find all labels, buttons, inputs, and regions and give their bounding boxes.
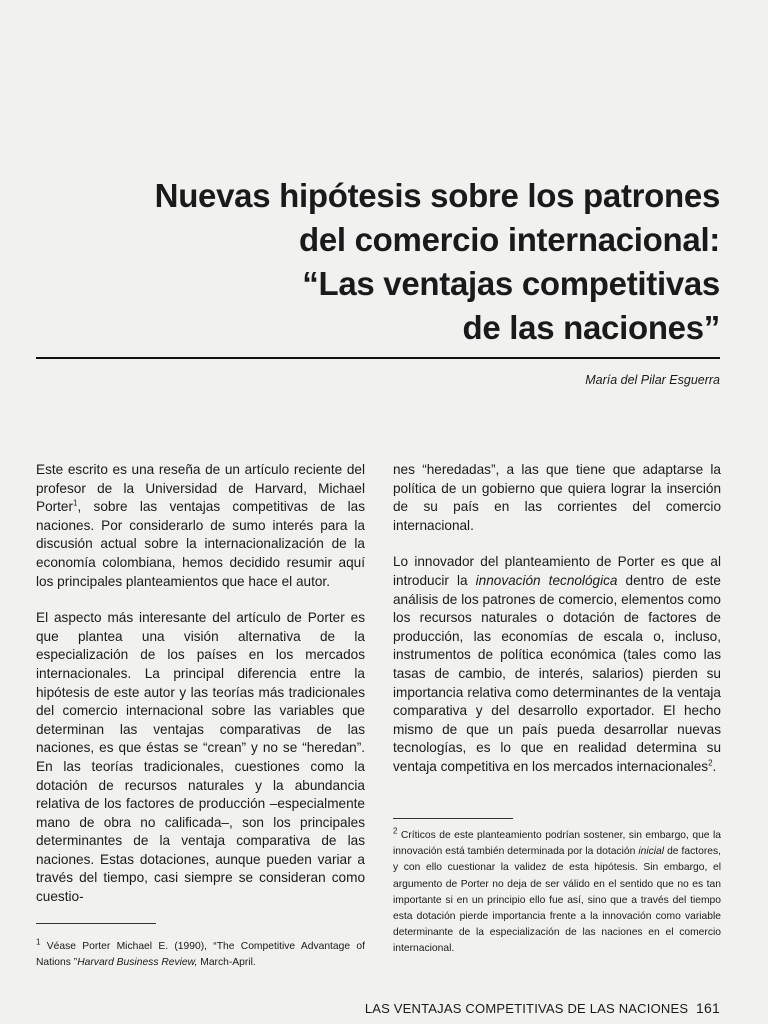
footnote-marker: 1 bbox=[36, 937, 41, 947]
title-line-2: del comercio internacional: bbox=[298, 221, 720, 258]
paragraph: nes “heredadas”, a las que tiene que adaptarse la política de un gobierno que quiera lograr la inserción de su país en las corrientes del comercio internacional. bbox=[393, 462, 721, 533]
footnote-ref-1[interactable]: 1 bbox=[73, 498, 78, 508]
author-name: María del Pilar Esguerra bbox=[585, 373, 720, 387]
title-line-1: Nuevas hipótesis sobre los patrones bbox=[154, 177, 720, 214]
paragraph: El aspecto más interesante del artículo de Porter es que plantea una visión alternativa de la especialización de los países en los mercados internacionales. La principal diferencia entre la hipótesis de este autor y las teorías más tradicionales del comercio internacional sobre las variables que determinan las ventajas comparativas de las naciones, es que éstas se “crean” y no se “heredan”. En las teorías tradicionales, cuestiones como la dotación de recursos naturales y la abundancia relativa de los factores de producción –especialmente mano de obra no calificada–, son los principales determinantes de la ventaja comparativa de las naciones. Estas dotaciones, aunque pueden variar a través del tiempo, casi siempre se consideran como cuestio- bbox=[36, 610, 365, 905]
running-title: LAS VENTAJAS COMPETITIVAS DE LAS NACIONES bbox=[364, 1001, 689, 1016]
footnote-ref-2[interactable]: 2 bbox=[708, 758, 713, 768]
article-title bbox=[120, 174, 720, 350]
page-number: 161 bbox=[696, 1000, 720, 1016]
title-line-3: “Las ventajas competitivas bbox=[302, 265, 720, 302]
footnote-1: $^1$ Véase Porter Michael E. (1990), “The Competitive Advantage of Nations ”Harvard Business Review, March-April. bbox=[36, 937, 365, 969]
paragraph: Lo innovador del planteamiento de Porter es que al introducir la innovación tecnológica dentro de este análisis de los patrones de comercio, elementos como los recursos naturales o dotación de factores de producción, las economías de escala o, incluso, instrumentos de política económica (tales como las tasas de cambio, de interés, salarios) pierden su importancia relativa como determinantes de la ventaja comparativa y del desarrollo exportador. El hecho mismo de que un país pueda desarrollar nuevas tecnologías, es lo que en realidad determina su ventaja competitiva en los mercados internacionales$^2$. bbox=[393, 554, 721, 774]
footnote-divider bbox=[36, 923, 156, 924]
footnote-2: $^2$ Críticos de este planteamiento podrían sostener, sin embargo, que la innovación está también determinada por la dotación inicial de factores, y con ello cuestionar la validez de esta hipótesis. Sin embargo, el argumento de Porter no deja de ser válido en el sentido que no es tan importante si en un principio ello fue así, sino que a través del tiempo esta dotación pierde importancia frente a la innovación como variable determinante de la especialización de las naciones en el comercio internacional. bbox=[393, 826, 721, 955]
title-divider bbox=[36, 357, 720, 359]
right-column bbox=[393, 461, 721, 795]
title-line-4: de las naciones” bbox=[462, 309, 720, 346]
footnote-marker: 2 bbox=[393, 826, 398, 836]
footnote-divider bbox=[393, 818, 513, 819]
page-footer bbox=[365, 1000, 720, 1016]
paragraph: Este escrito es una reseña de un artículo reciente del profesor de la Universidad de Harvard, Michael Porter$^1$, sobre las ventajas competitivas de las naciones. Por considerarlo de sumo interés para la discusión actual sobre la internacionalización de la economía colombiana, hemos decidido resumir aquí los principales planteamientos que hace el autor. bbox=[36, 462, 365, 589]
left-column bbox=[36, 461, 365, 925]
